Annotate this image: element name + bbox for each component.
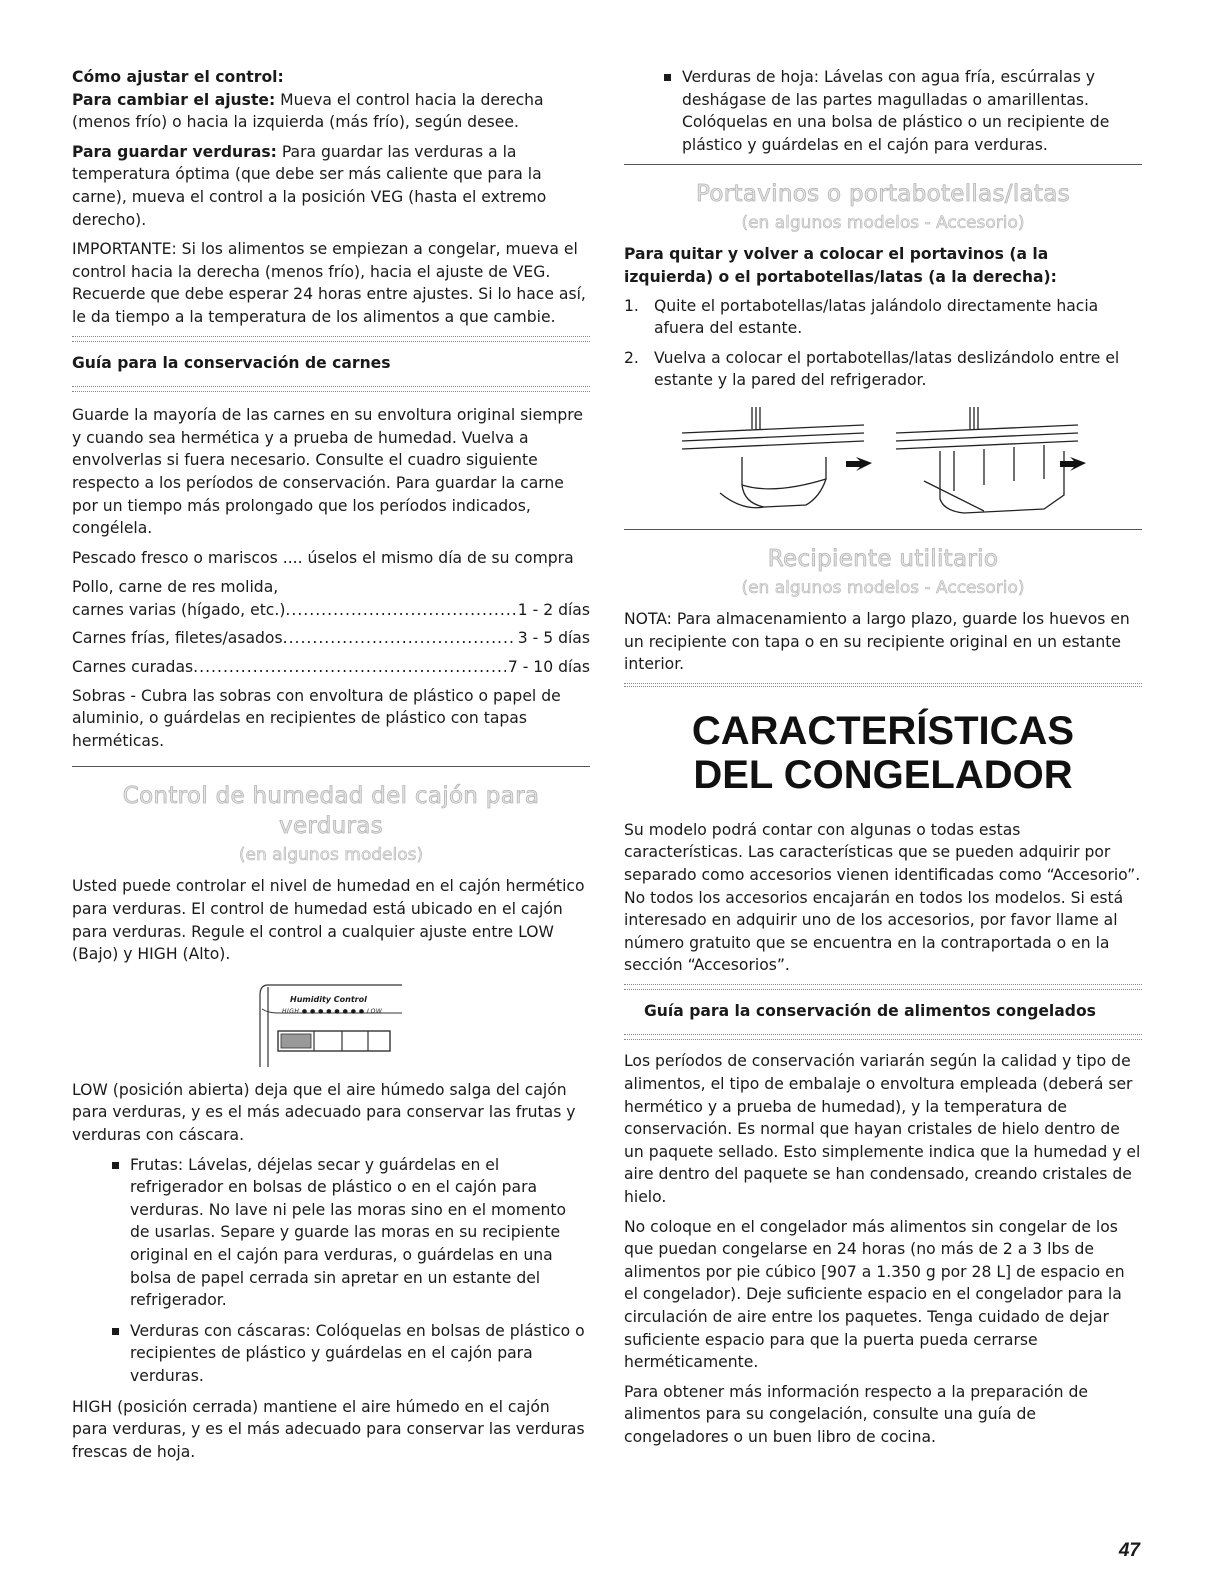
veg-text: Para guardar las verduras a la temperatura óptima (que debe ser más caliente que para la carne), mueva el control a la posición VEG (hasta el extremo derecho).	[72, 142, 547, 229]
veg-label: Para guardar verduras:	[72, 142, 277, 161]
leafy-bullet-list	[624, 66, 1142, 156]
chicken-line: Pollo, carne de res molida,	[72, 578, 279, 597]
meat-guide-title: Guía para la conservación de carnes	[72, 353, 391, 372]
list-item: 2. Vuelva a colocar el portabotellas/latas deslizándolo entre el estante y la pared del refrigerador.	[624, 348, 1120, 390]
change-setting-text: Mueva el control hacia la derecha (menos frío) o hacia la izquierda (más frío), según desee.	[72, 90, 544, 132]
list-item: 1. Quite el portabotellas/latas jalándolo directamente hacia afuera del estante.	[624, 296, 1099, 338]
veg-paragraph	[72, 141, 590, 231]
change-setting-label: Para cambiar el ajuste:	[72, 90, 276, 109]
wine-rack-subtitle: (en algunos modelos - Accesorio)	[741, 213, 1025, 234]
important-paragraph	[72, 238, 590, 328]
page-number: 47	[1118, 1540, 1140, 1561]
important-text: Si los alimentos se empiezan a congelar, mueva el control hacia la derecha (menos frío), hacia el ajuste de VEG. Recuerde que debe esperar 24 horas entre ajustes. Si lo hace así, le da tiempo a la temperatura de los alimentos a que cambie.	[72, 240, 586, 326]
section-rule	[624, 164, 1142, 165]
note-paragraph	[624, 608, 1142, 676]
change-setting-paragraph	[72, 89, 590, 134]
section-rule	[72, 766, 590, 767]
humidity-intro: Usted puede controlar el nivel de humedad en el cajón hermético para verduras. El control de humedad está ubicado en el cajón para verduras. Regule el control a cualquier ajuste entre LOW (Bajo) y HIGH (Alto).	[72, 877, 585, 964]
note-label: NOTA:	[624, 609, 672, 628]
high-paragraph: HIGH (posición cerrada) mantiene el aire húmedo en el cajón para verduras, y es el más adecuado para conservar las verduras frescas de hoja.	[72, 1397, 585, 1461]
utility-bin-subtitle: (en algunos modelos - Accesorio)	[741, 577, 1025, 598]
divider	[72, 386, 590, 392]
important-label: IMPORTANTE:	[72, 240, 177, 259]
frozen-guide-title: Guía para la conservación de alimentos congelados	[644, 1001, 1096, 1020]
humidity-control-label: Humidity Control	[290, 994, 367, 1004]
frozen-paragraph: Para obtener más información respecto a la preparación de alimentos para su congelación, consulte una guía de congeladores o un buen libro de cocina.	[624, 1382, 1088, 1446]
adjust-heading: Cómo ajustar el control:	[72, 68, 284, 86]
wine-rack-illustration	[624, 399, 1142, 517]
divider	[624, 984, 1142, 990]
section-rule	[624, 529, 1142, 530]
divider	[72, 336, 590, 342]
left-column	[72, 66, 590, 1470]
features-intro: Su modelo podrá contar con algunas o todas estas características. Las características que se pueden adquirir por separado como accesorios vienen identificadas como “Accesorio”. No todos los accesorios encajarán en todos los modelos. Si está interesado en adquirir uno de los accesorios, por favor llame al número gratuito que se encuentra en la contraportada o en la sección “Accesorios”.	[624, 820, 1141, 975]
fish-line: Pescado fresco o mariscos .... úselos el mismo día de su compra	[72, 548, 574, 567]
divider	[624, 1034, 1142, 1040]
wine-rack-title: Portavinos o portabotellas/latas	[696, 181, 1070, 208]
wine-rack-heading: Para quitar y volver a colocar el portavinos (a la izquierda) o el portabotellas/latas (a la derecha):	[624, 245, 1057, 286]
list-item: Frutas: Lávelas, déjelas secar y guárdelas en el refrigerador en bolsas de plástico o en el cajón para verduras. No lave ni pele las moras sino en el momento de usarlas. Separe y guarde las moras en su recipiente original en el cajón para verduras, o guárdelas en una bolsa de papel cerrada sin apretar en un estante del refrigerador.	[72, 1154, 590, 1312]
humidity-control-illustration	[72, 973, 590, 1069]
storage-row: carnes varias (hígado, etc.) ..... 1 - 2 días	[72, 599, 590, 622]
meat-intro: Guarde la mayoría de las carnes en su envoltura original siempre y cuando sea hermética y a prueba de humedad. Vuelva a envolverlas si fuera necesario. Consulte el cuadro siguiente respecto a los períodos de conservación. Para guardar la carne por un tiempo más prolongado que los períodos indicados, congélela.	[72, 406, 583, 538]
storage-row: Carnes curadas ..... 7 - 10 días	[72, 656, 590, 679]
humidity-section-title: Control de humedad del cajón para verduras	[122, 783, 540, 840]
list-item: Verduras con cáscaras: Colóquelas en bolsas de plástico o recipientes de plástico y guárdelas en el cajón para verduras.	[72, 1320, 590, 1388]
humidity-scale: HIGH ● ● ● ● ● ● ● ● LOW	[282, 1007, 383, 1015]
wine-rack-steps	[624, 295, 1142, 392]
low-paragraph: LOW (posición abierta) deja que el aire húmedo salga del cajón para verduras, y es el más adecuado para conservar las frutas y verduras con cáscara.	[72, 1080, 576, 1144]
frozen-paragraph: Los períodos de conservación variarán según la calidad y tipo de alimentos, el tipo de embalaje o envoltura empleada (deberá ser hermético y a prueba de humedad), y la temperatura de conservación. Es normal que hayan cristales de hielo dentro de un paquete sellado. Esto simplemente indica que la humedad y el aire dentro del paquete se han condensado, creando cristales de hielo.	[624, 1052, 1141, 1207]
leftovers-paragraph: Sobras - Cubra las sobras con envoltura de plástico o papel de aluminio, o guárdelas en recipientes de plástico con tapas herméticas.	[72, 686, 561, 750]
list-item: Verduras de hoja: Lávelas con agua fría, escúrralas y deshágase de las partes magulladas o amarillentas. Colóquelas en una bolsa de plástico o un recipiente de plástico y guárdelas en el cajón para verduras.	[624, 66, 1142, 156]
fruit-bullets	[72, 1154, 590, 1388]
freezer-features-title: CARACTERÍSTICAS DEL CONGELADOR	[691, 708, 1075, 797]
humidity-section-subtitle: (en algunos modelos)	[238, 845, 424, 866]
note-text: Para almacenamiento a largo plazo, guarde los huevos en un recipiente con tapa o en su recipiente original en un estante interior.	[624, 609, 1130, 674]
storage-row: Carnes frías, filetes/asados ..... 3 - 5 días	[72, 627, 590, 650]
right-column	[624, 66, 1142, 1456]
divider	[624, 683, 1142, 687]
frozen-paragraph: No coloque en el congelador más alimentos sin congelar de los que puedan congelarse en 24 horas (no más de 2 a 3 lbs de alimentos por pie cúbico [907 a 1.350 g por 28 L] de espacio en el congelador). Deje suficiente espacio en el congelador para la circulación de aire entre los paquetes. Tenga cuidado de dejar suficiente espacio para que la puerta pueda cerrarse herméticamente.	[624, 1217, 1125, 1372]
utility-bin-title: Recipiente utilitario	[767, 545, 999, 572]
